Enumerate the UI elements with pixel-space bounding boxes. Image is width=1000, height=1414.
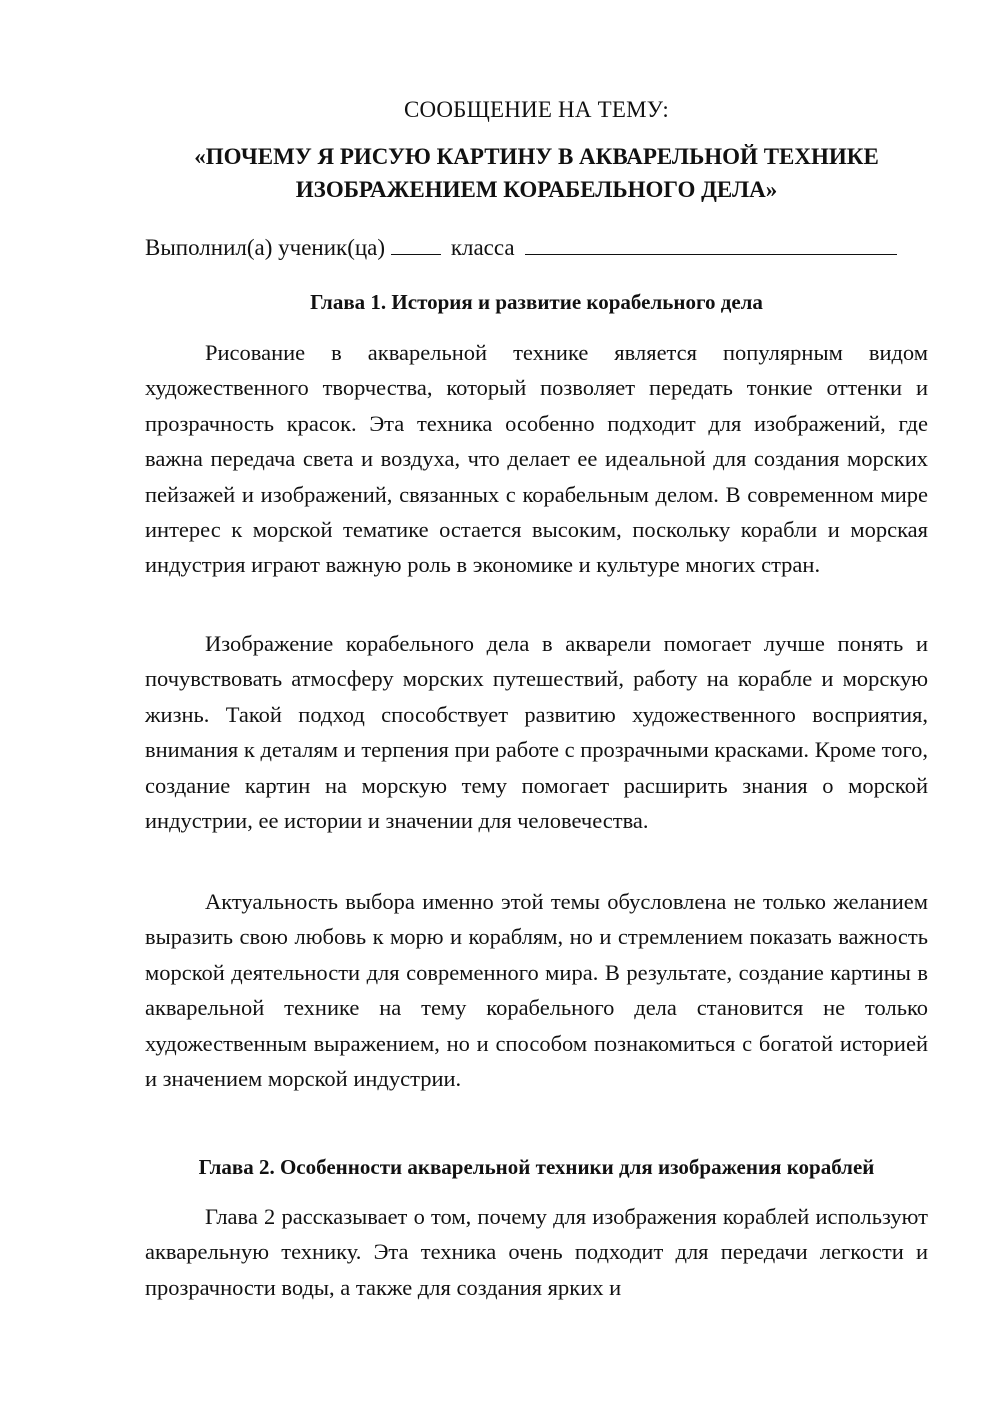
chapter-2-paragraph: Глава 2 рассказывает о том, почему для изображения кораблей используют акварельную технику. Эта техника очень подходит для передачи легкости и прозрачности воды, а также для создания ярких и (145, 1204, 928, 1300)
name-blank (525, 232, 897, 255)
author-label: Выполнил(а) ученик(ца) (145, 235, 386, 260)
document-title-line-3: ИЗОБРАЖЕНИЕМ КОРАБЕЛЬНОГО ДЕЛА» (295, 177, 778, 202)
document-title-line-1: СООБЩЕНИЕ НА ТЕМУ: (404, 97, 669, 122)
class-label: класса (450, 235, 515, 260)
chapter-2-heading: Глава 2. Особенности акварельной техники для изображения кораблей (198, 1155, 875, 1179)
chapter-1-paragraph: Изображение корабельного дела в акварели помогает лучше понять и почувствовать атмосферу морских путешествий, работу на корабле и морскую жизнь. Такой подход способствует развитию художественного восприятия, внимания к деталям и терпения при работе с прозрачными красками. Кроме того, создание картин на морскую тему помогает расширить знания о морской индустрии, ее истории и значении для человечества. (145, 631, 928, 834)
chapter-1-paragraph: Актуальность выбора именно этой темы обусловлена не только желанием выразить свою любовь к морю и кораблям, но и стремлением показать важность морской деятельности для современного мира. В результате, создание картины в акварельной технике на тему корабельного дела становится не только художественным выражением, но и способом познакомиться с богатой историей и значением морской индустрии. (145, 889, 928, 1092)
chapter-1-paragraph: Рисование в акварельной технике является популярным видом художественного творчества, который позволяет передать тонкие оттенки и прозрачность красок. Эта техника особенно подходит для изображений, где важна передача света и воздуха, что делает ее идеальной для создания морских пейзажей и изображений, связанных с корабельным делом. В современном мире интерес к морской тематике остается высоким, поскольку корабли и морская индустрия играют важную роль в экономике и культуре многих стран. (145, 340, 928, 578)
author-line (145, 232, 928, 263)
chapter-1-heading: Глава 1. История и развитие корабельного дела (310, 290, 763, 314)
document-title-line-2: «ПОЧЕМУ Я РИСУЮ КАРТИНУ В АКВАРЕЛЬНОЙ ТЕХНИКЕ (194, 144, 879, 169)
grade-blank (391, 232, 441, 255)
